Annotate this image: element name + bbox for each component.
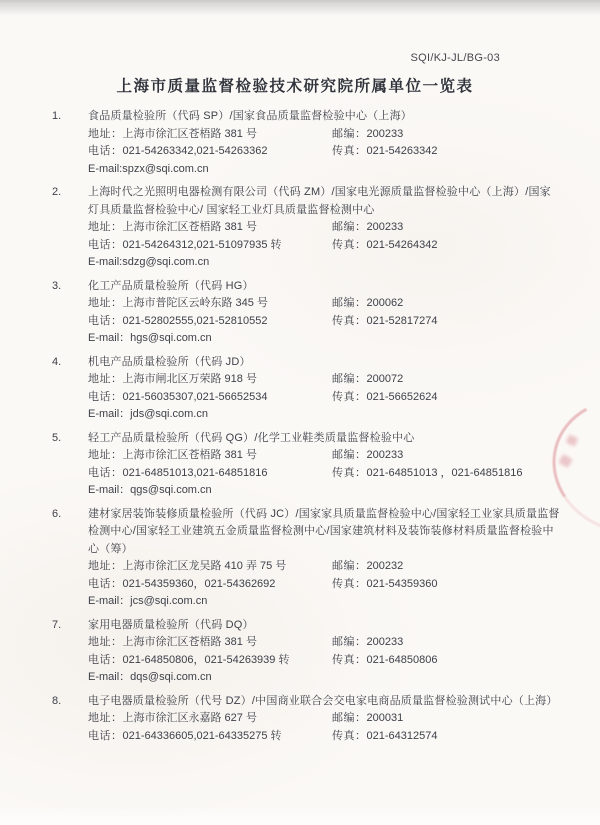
entry-postcode-value: 200232 xyxy=(366,560,404,572)
entry-address xyxy=(88,447,332,465)
entry-fax-value: 021-54264342 xyxy=(366,238,438,251)
entry-postcode xyxy=(332,710,562,728)
entry-item xyxy=(52,617,562,687)
entry-fax xyxy=(332,389,562,407)
entry-address-row xyxy=(88,371,562,389)
fax-label: 传真： xyxy=(332,238,367,251)
entry-fax xyxy=(332,143,562,161)
entry-number: 6. xyxy=(52,507,62,520)
entry-phone-row xyxy=(88,237,562,255)
scan-edge-shadow xyxy=(0,0,600,16)
entry-phone-value: 021-64336605,021-64335275 转 xyxy=(122,729,282,742)
entry-address xyxy=(88,558,332,576)
entry-phone-value: 021-64850806，021-54263939 转 xyxy=(122,653,290,666)
entry-email: E-mail：dqs@sqi.com.cn xyxy=(88,671,212,683)
entry-address-row xyxy=(88,447,562,465)
entry-phone-value: 021-54359360，021-54362692 xyxy=(122,577,276,590)
postcode-label: 邮编： xyxy=(332,297,367,309)
entry-fax xyxy=(332,237,562,255)
entry-address xyxy=(88,126,332,144)
entry-phone-row xyxy=(88,652,562,670)
entry-phone xyxy=(88,728,332,746)
entry-body xyxy=(88,506,562,611)
phone-label: 电话： xyxy=(88,653,123,666)
address-label: 地址： xyxy=(88,127,123,140)
entry-phone-value: 021-54264312,021-51097935 转 xyxy=(122,238,282,251)
entry-title: 轻工产品质量检验所（代码 QG）/化学工业鞋类质量监督检验中心 xyxy=(88,431,415,444)
entry-postcode xyxy=(332,558,562,576)
entry-item xyxy=(52,184,562,272)
entry-body xyxy=(88,617,562,687)
entry-number: 7. xyxy=(52,618,62,631)
entry-fax-value: 021-54263342 xyxy=(366,145,438,157)
entry-phone-value: 021-54263342,021-54263362 xyxy=(122,145,268,157)
entry-phone-row xyxy=(88,313,562,331)
address-label: 地址： xyxy=(88,221,123,233)
postcode-label: 邮编： xyxy=(332,221,367,233)
fax-label: 传真： xyxy=(332,390,367,403)
entry-number: 2. xyxy=(52,186,62,198)
postcode-label: 邮编： xyxy=(332,373,367,385)
document-code: SQI/KJ-JL/BG-03 xyxy=(410,52,500,64)
entry-address-value: 上海市闸北区万荣路 918 号 xyxy=(122,373,257,385)
entry-address xyxy=(88,219,332,237)
entry-title: 家用电器质量检验所（代码 DQ） xyxy=(88,618,254,631)
entry-phone-value: 021-56035307,021-56652534 xyxy=(122,390,268,403)
scan-bottom-edge xyxy=(0,807,600,825)
entry-fax xyxy=(332,728,562,746)
entry-address-value: 上海市普陀区云岭东路 345 号 xyxy=(122,297,268,309)
entry-postcode-value: 200031 xyxy=(366,712,404,724)
entry-fax xyxy=(332,576,562,594)
entry-phone xyxy=(88,237,332,255)
fax-label: 传真： xyxy=(332,653,367,666)
entry-number: 1. xyxy=(52,110,62,122)
entry-address-value: 上海市徐汇区苍梧路 381 号 xyxy=(122,449,257,461)
fax-label: 传真： xyxy=(332,145,367,157)
entry-phone-row xyxy=(88,143,562,161)
entry-address xyxy=(88,634,332,652)
entry-postcode xyxy=(332,447,562,465)
entry-title: 上海时代之光照明电器检测有限公司（代码 ZM）/国家电光源质量监督检验中心（上海）/国家灯具质量监督检验中心/ 国家轻工业灯具质量监督检测中心 xyxy=(88,186,551,216)
entry-fax-value: 021-54359360 xyxy=(366,577,438,590)
entry-phone xyxy=(88,576,332,594)
entry-email: E-mail：qgs@sqi.com.cn xyxy=(88,484,212,496)
entry-address-value: 上海市徐汇区永嘉路 627 号 xyxy=(122,712,257,724)
address-label: 地址： xyxy=(88,712,123,724)
entry-number: 8. xyxy=(52,694,62,707)
entry-address-row xyxy=(88,634,562,652)
entry-phone-row xyxy=(88,465,562,483)
entry-fax-value: 021-64312574 xyxy=(366,729,438,742)
entry-phone xyxy=(88,389,332,407)
entry-address xyxy=(88,295,332,313)
entry-fax xyxy=(332,465,562,483)
entry-email: E-mail：jcs@sqi.com.cn xyxy=(88,595,208,607)
entry-title: 建材家居装饰装修质量检验所（代码 JC）/国家家具质量监督检验中心/国家轻工业家具质量监督检测中心/国家轻工业建筑五金质量监督检测中心/国家建筑材料及装饰装修材料质量监督检验中心（筹） xyxy=(88,507,560,555)
entry-address-row xyxy=(88,219,562,237)
entry-phone-row xyxy=(88,576,562,594)
entry-fax-value: 021-56652624 xyxy=(366,390,438,403)
entry-title: 食品质量检验所（代码 SP）/国家食品质量监督检验中心（上海） xyxy=(88,110,412,122)
entry-title: 机电产品质量检验所（代码 JD） xyxy=(88,355,251,368)
entry-email: E-mail:spzx@sqi.com.cn xyxy=(88,162,209,175)
entry-address-row xyxy=(88,558,562,576)
entry-address-row xyxy=(88,126,562,144)
entry-email: E-mail：jds@sqi.com.cn xyxy=(88,408,208,420)
entry-body xyxy=(88,693,562,746)
entry-address-value: 上海市徐汇区苍梧路 381 号 xyxy=(122,636,257,648)
fax-label: 传真： xyxy=(332,314,367,327)
entry-fax-value: 021-52817274 xyxy=(366,314,438,327)
phone-label: 电话： xyxy=(88,238,123,251)
entry-address xyxy=(88,710,332,728)
entry-address xyxy=(88,371,332,389)
entry-address-row xyxy=(88,295,562,313)
entry-phone-value: 021-64851013,021-64851816 xyxy=(122,466,268,479)
postcode-label: 邮编： xyxy=(332,449,367,461)
entry-item xyxy=(52,430,562,500)
entry-phone-value: 021-52802555,021-52810552 xyxy=(122,314,268,327)
address-label: 地址： xyxy=(88,449,123,461)
entry-phone xyxy=(88,465,332,483)
entry-item xyxy=(52,693,562,746)
entry-fax-value: 021-64850806 xyxy=(366,653,438,666)
fax-label: 传真： xyxy=(332,729,367,742)
entry-body xyxy=(88,430,562,500)
entry-postcode-value: 200072 xyxy=(366,373,404,385)
address-label: 地址： xyxy=(88,560,123,572)
entry-postcode-value: 200062 xyxy=(366,297,404,309)
address-label: 地址： xyxy=(88,297,123,309)
postcode-label: 邮编： xyxy=(332,712,367,724)
address-label: 地址： xyxy=(88,636,123,648)
entry-email: E-mail:sdzg@sqi.com.cn xyxy=(88,256,210,268)
entry-postcode-value: 200233 xyxy=(366,449,404,461)
page-title: 上海市质量监督检验技术研究院所属单位一览表 xyxy=(116,78,474,95)
fax-label: 传真： xyxy=(332,466,367,479)
entry-fax-value: 021-64851013 ，021-64851816 xyxy=(366,466,523,479)
entry-postcode-value: 200233 xyxy=(366,636,404,648)
address-label: 地址： xyxy=(88,373,123,385)
entry-title: 化工产品质量检验所（代码 HG） xyxy=(88,279,254,292)
postcode-label: 邮编： xyxy=(332,127,367,140)
entry-phone xyxy=(88,143,332,161)
postcode-label: 邮编： xyxy=(332,636,367,648)
entry-number: 4. xyxy=(52,355,62,368)
entry-number: 5. xyxy=(52,431,62,444)
entry-fax xyxy=(332,652,562,670)
entry-postcode xyxy=(332,126,562,144)
entry-number: 3. xyxy=(52,279,62,292)
entry-address-row xyxy=(88,710,562,728)
entry-phone xyxy=(88,313,332,331)
phone-label: 电话： xyxy=(88,729,123,742)
phone-label: 电话： xyxy=(88,390,123,403)
entry-postcode xyxy=(332,371,562,389)
entry-item xyxy=(52,506,562,611)
entry-address-value: 上海市徐汇区龙吴路 410 弄 75 号 xyxy=(122,560,287,572)
entry-phone-row xyxy=(88,728,562,746)
entry-phone xyxy=(88,652,332,670)
entry-title: 电子电器质量检验所（代号 DZ）/中国商业联合会交电家电商品质量监督检验测试中心（上海） xyxy=(88,694,558,707)
phone-label: 电话： xyxy=(88,466,123,479)
entry-postcode xyxy=(332,295,562,313)
entry-body xyxy=(88,278,562,348)
entry-item xyxy=(52,278,562,348)
entry-body xyxy=(88,184,562,272)
entry-body xyxy=(88,108,562,178)
entry-item xyxy=(52,354,562,424)
entry-postcode xyxy=(332,634,562,652)
phone-label: 电话： xyxy=(88,314,123,327)
entry-postcode-value: 200233 xyxy=(366,221,404,233)
phone-label: 电话： xyxy=(88,145,123,157)
postcode-label: 邮编： xyxy=(332,560,367,572)
fax-label: 传真： xyxy=(332,577,367,590)
phone-label: 电话： xyxy=(88,577,123,590)
entry-postcode xyxy=(332,219,562,237)
entry-address-value: 上海市徐汇区苍梧路 381 号 xyxy=(122,221,257,233)
entry-body xyxy=(88,354,562,424)
entry-postcode-value: 200233 xyxy=(366,127,404,140)
entry-item xyxy=(52,108,562,178)
entries-list xyxy=(52,108,562,751)
entry-fax xyxy=(332,313,562,331)
entry-email: E-mail：hgs@sqi.com.cn xyxy=(88,332,212,344)
entry-address-value: 上海市徐汇区苍梧路 381 号 xyxy=(122,127,257,140)
entry-phone-row xyxy=(88,389,562,407)
